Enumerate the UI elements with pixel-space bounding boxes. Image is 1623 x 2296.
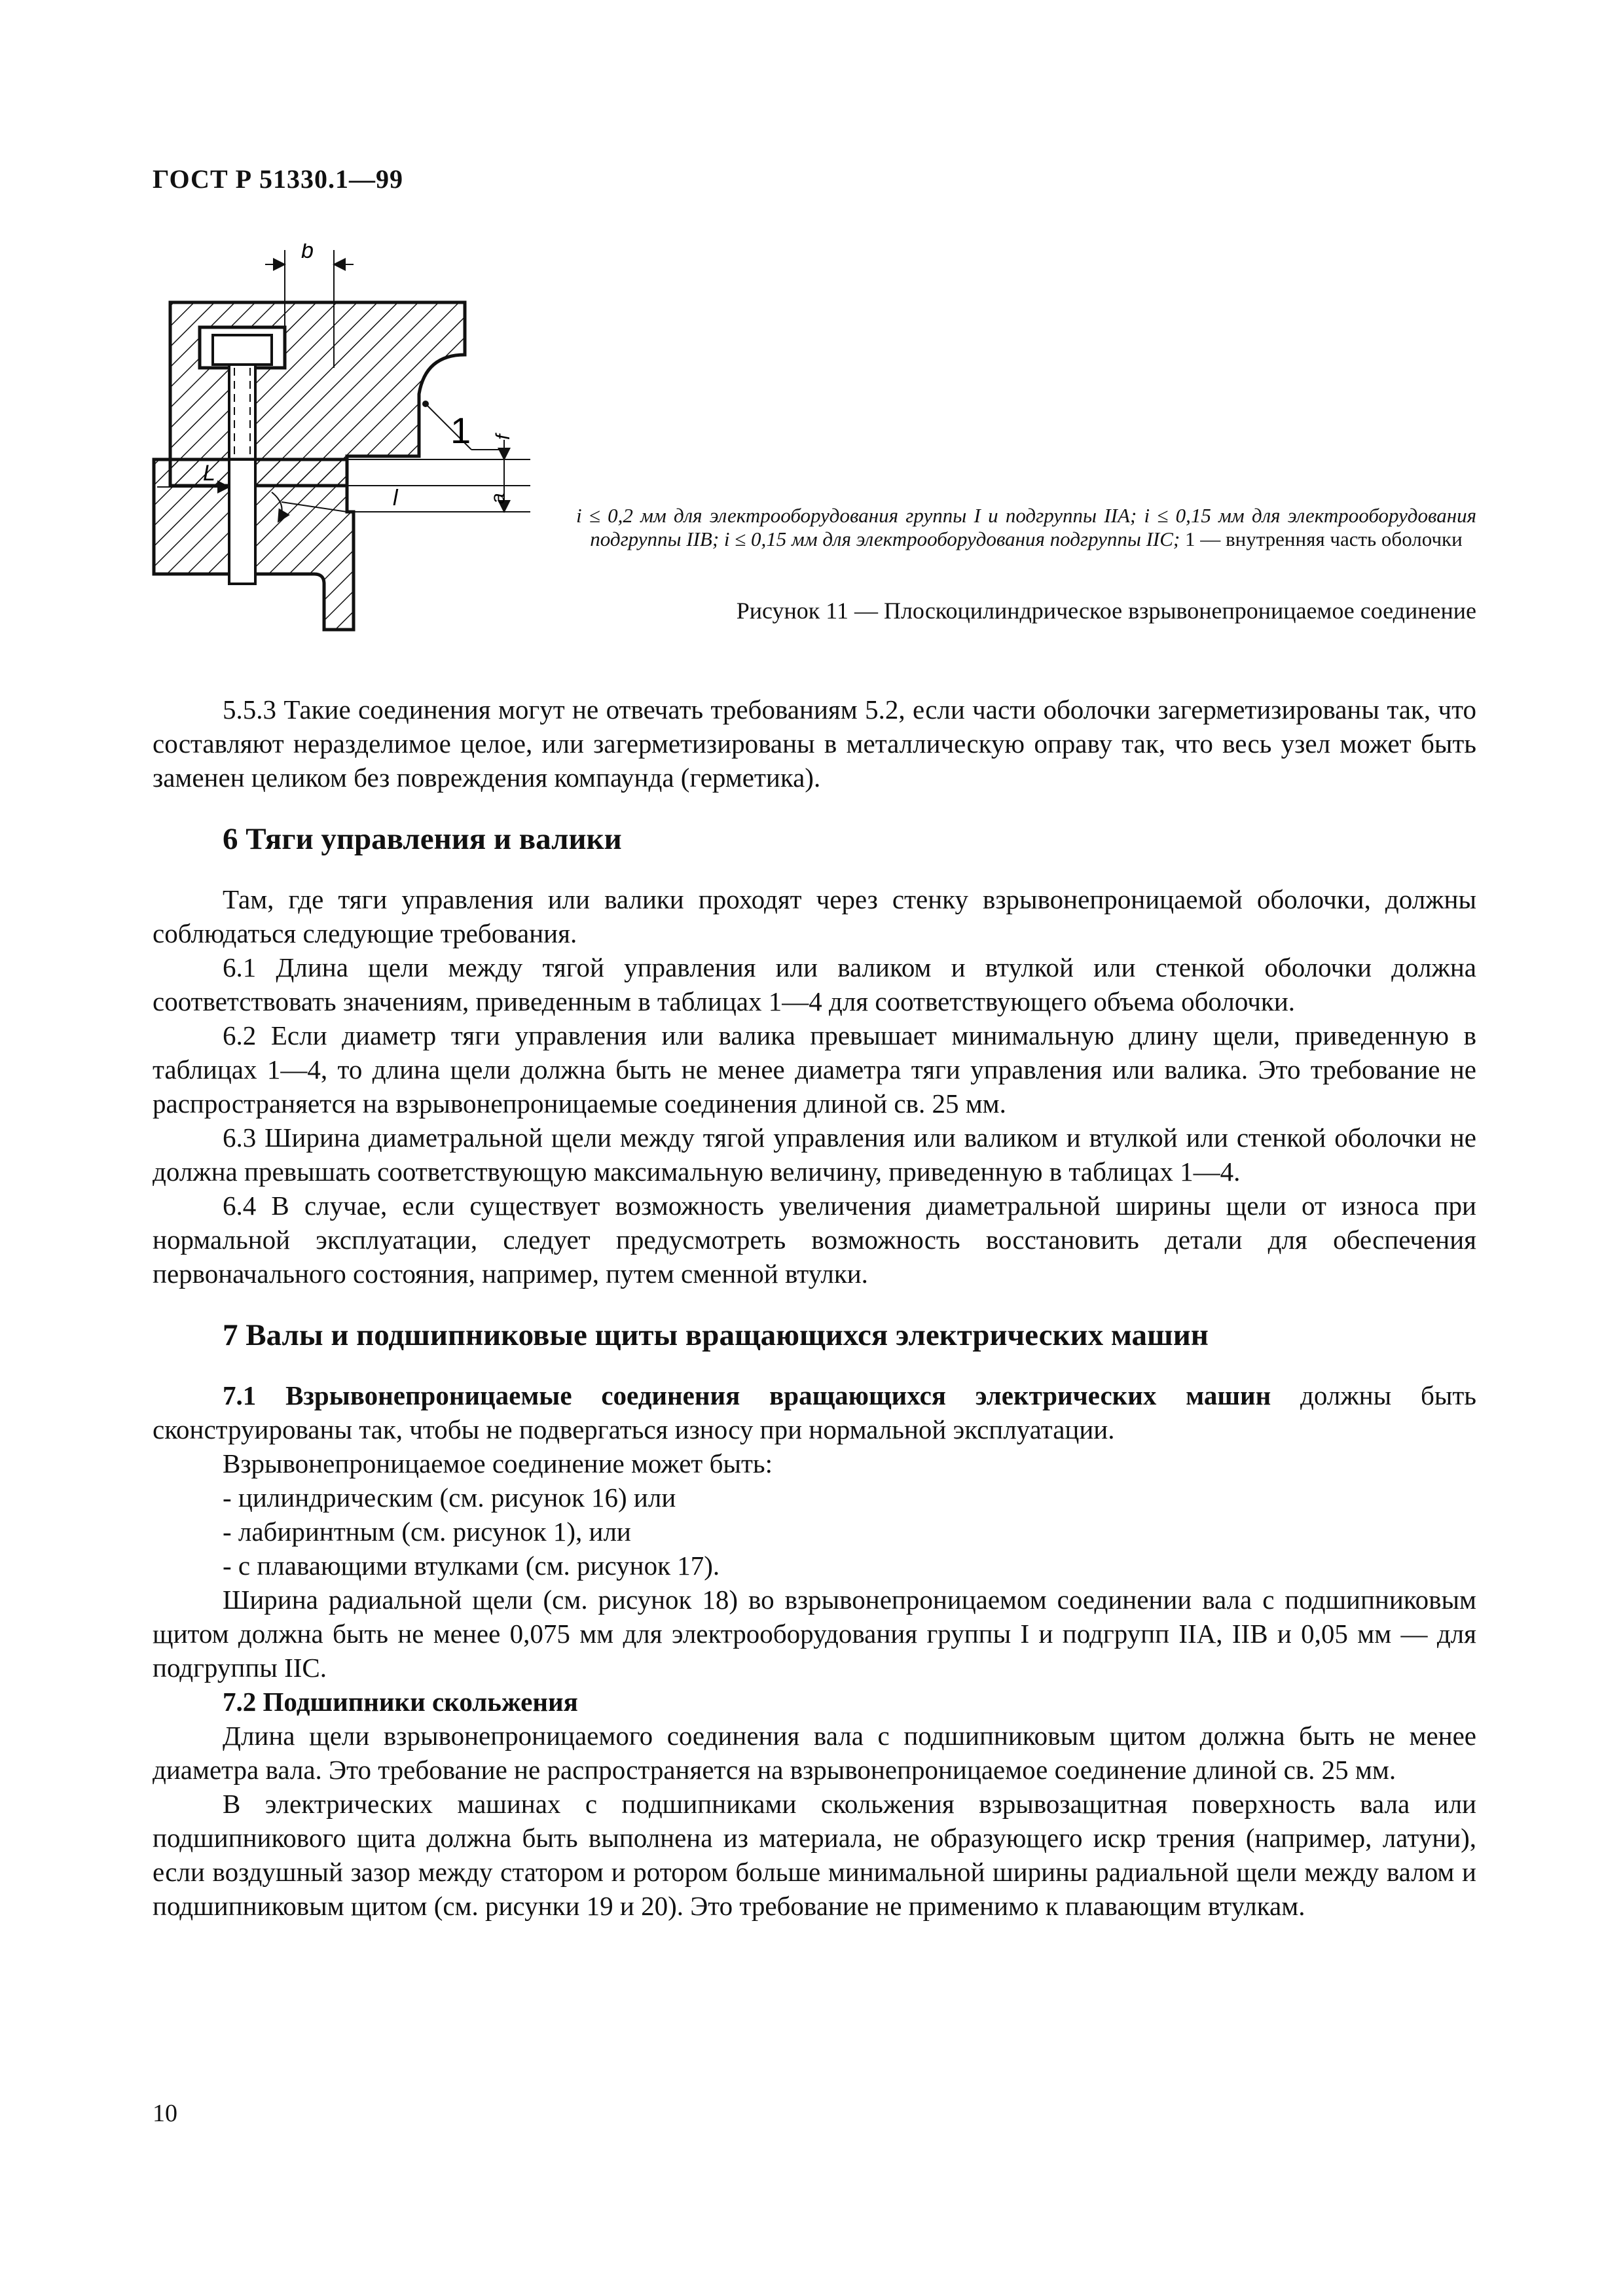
para-7-1 (153, 1378, 1476, 1446)
note-s4: 1 — внутренняя часть оболочки (1185, 528, 1463, 550)
note-s3: i ≤ 0,15 мм для электрооборудования подгруппы IIC; (723, 528, 1186, 550)
para-6-4: 6.4 В случае, если существует возможность увеличения диаметральной ширины щели от износа при нормальной эксплуатации, следует предусмотреть возможность восстановить детали для обеспечения первоначального состояния, например, путем сменной втулки. (153, 1191, 1476, 1289)
para-5-5-3: 5.5.3 Такие соединения могут не отвечать требованиям 5.2, если части оболочки загерметизированы так, что составляют неразделимое целое, или загерметизированы в металлическую оправу так, что весь узел может быть заменен целиком без повреждения компаунда (герметика). (153, 694, 1476, 793)
para-6-3: 6.3 Ширина диаметральной щели между тягой управления или валиком и втулкой или стенкой оболочки не должна превышать соответствующую максимальную величину, приведенную в таблицах 1—4. (153, 1122, 1476, 1187)
para-6-intro: Там, где тяги управления или валики проходят через стенку взрывонепроницаемой оболочки, должны соблюдаться следующие требования. (153, 884, 1476, 948)
note-s2: i ≤ 0,15 мм для электрооборудования подгруппы IIB; (590, 504, 1476, 550)
list-item: - с плавающими втулками (см. рисунок 17). (223, 1551, 720, 1581)
para-6-2: 6.2 Если диаметр тяги управления или валика превышает минимальную длину щели, приведенную в таблицах 1—4, то длина щели должна быть не менее диаметра тяги управления или валика. Это требование не распространяется на взрывонепроницаемые соединения длиной св. 25 мм. (153, 1020, 1476, 1119)
figure-11-drawing (151, 243, 727, 643)
document-code: ГОСТ Р 51330.1—99 (153, 164, 404, 194)
para-7-1-intro: Взрывонепроницаемое соединение может быть: (223, 1448, 773, 1479)
para-7-1-bold: 7.1 Взрывонепроницаемые соединения вращающихся электрических машин (223, 1380, 1271, 1410)
para-7-2-a: Длина щели взрывонепроницаемого соединения вала с подшипниковым щитом должна быть не менее диаметра вала. Это требование не распространяется на взрывонепроницаемое соединение длиной св. 25 мм. (153, 1721, 1476, 1785)
note-s1: i ≤ 0,2 мм для электрооборудования группы I и подгруппы IIA; (576, 504, 1144, 527)
label-1: 1 (450, 410, 471, 451)
para-7-1-width: Ширина радиальной щели (см. рисунок 18) во взрывонепроницаемом соединении вала с подшипниковым щитом должна быть не менее 0,075 мм для электрооборудования группы I и подгрупп IIA, IIB и 0,05 мм — для подгруппы IIC. (153, 1585, 1476, 1683)
para-6-1: 6.1 Длина щели между тягой управления или валиком и втулкой или стенкой оболочки должна соответствовать значениям, приведенным в таблицах 1—4 для соответствующего объема оболочки. (153, 952, 1476, 1016)
label-b: b (301, 243, 314, 263)
heading-section-6: 6 Тяги управления и валики (223, 822, 622, 856)
para-7-2-b: В электрических машинах с подшипниками скольжения взрывозащитная поверхность вала или подшипникового щита должна быть выполнена из материала, не образующего искр трения (например, латуни), если воздушный зазор между статором и ротором больше минимальной ширины радиальной щели между валом и подшипниковым щитом (см. рисунки 19 и 20). Это требование не применимо к плавающим втулкам. (153, 1789, 1476, 1921)
flange-joint-diagram (151, 243, 727, 643)
label-l: l (393, 486, 398, 511)
figure-note (576, 504, 1476, 551)
page-number: 10 (153, 2100, 177, 2127)
figure-caption: Рисунок 11 — Плоскоцилиндрическое взрывонепроницаемое соединение (736, 598, 1476, 624)
para-7-1-rest: должны быть сконструированы так, чтобы не подвергаться износу при нормальной эксплуатации. (153, 1380, 1476, 1444)
body-text (153, 692, 1476, 1923)
heading-section-7: 7 Валы и подшипниковые щиты вращающихся электрических машин (223, 1318, 1209, 1352)
label-a: a (487, 493, 509, 504)
list-item: - цилиндрическим (см. рисунок 16) или (223, 1482, 676, 1513)
label-f: f (492, 434, 514, 440)
label-L: L (203, 461, 215, 486)
heading-7-2: 7.2 Подшипники скольжения (223, 1687, 578, 1717)
list-item: - лабиринтным (см. рисунок 1), или (223, 1516, 631, 1547)
